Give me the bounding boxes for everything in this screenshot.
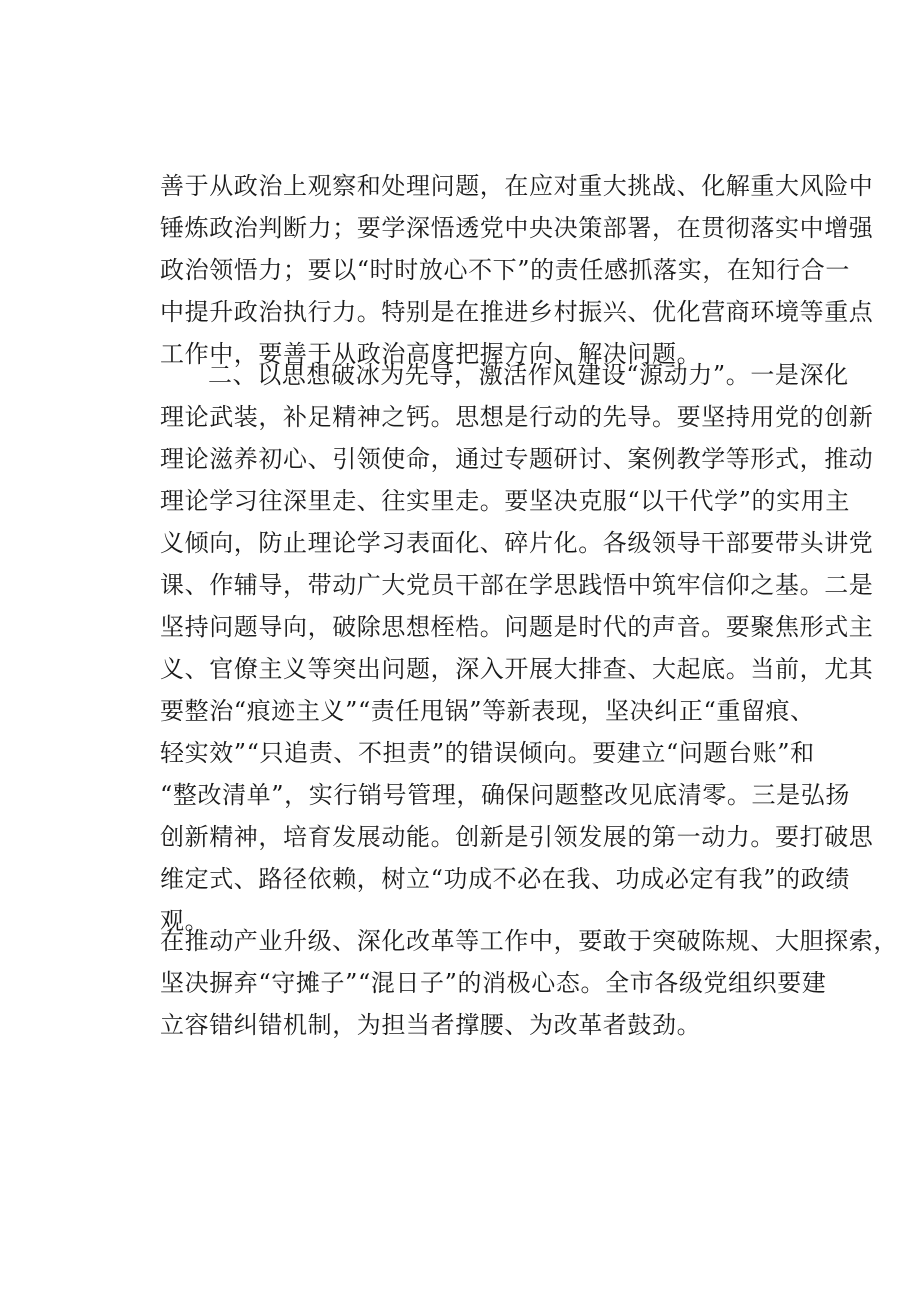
- text-line: 坚持问题导向，破除思想桎梏。问题是时代的声音。要聚焦形式主: [160, 613, 874, 641]
- text-line: 课、作辅导，带动广大党员干部在学思践悟中筑牢信仰之基。二是: [160, 571, 874, 599]
- text-line: 义倾向，防止理论学习表面化、碎片化。各级领导干部要带头讲党: [160, 529, 874, 557]
- text-line: 维定式、路径依赖，树立“功成不必在我、功成必定有我”的政绩: [160, 865, 850, 893]
- text-line: 创新精神，培育发展动能。创新是引领发展的第一动力。要打破思: [160, 823, 874, 851]
- text-line: 二、以思想破冰为先导，激活作风建设“源动力”。一是深化: [208, 361, 849, 389]
- text-line: 在推动产业升级、深化改革等工作中，要敢于突破陈规、大胆探索，: [160, 927, 898, 955]
- text-line: 善于从政治上观察和处理问题，在应对重大挑战、化解重大风险中: [160, 172, 874, 200]
- text-line: 义、官僚主义等突出问题，深入开展大排查、大起底。当前，尤其: [160, 655, 874, 683]
- paragraph-3: [160, 920, 898, 1046]
- text-line: 中提升政治执行力。特别是在推进乡村振兴、优化营商环境等重点: [160, 298, 874, 326]
- text-line: 观。: [160, 907, 210, 935]
- text-line: 轻实效”“只追责、不担责”的错误倾向。要建立“问题台账”和: [160, 739, 815, 767]
- text-line: 理论滋养初心、引领使命，通过专题研讨、案例教学等形式，推动: [160, 445, 874, 473]
- text-line: 要整治“痕迹主义”“责任甩锅”等新表现，坚决纠正“重留痕、: [160, 697, 815, 725]
- text-line: 理论学习往深里走、往实里走。要坚决克服“以干代学”的实用主: [160, 487, 850, 515]
- text-line: 工作中，要善于从政治高度把握方向、解决问题。: [160, 340, 702, 368]
- text-line: 理论武装，补足精神之钙。思想是行动的先导。要坚持用党的创新: [160, 403, 874, 431]
- text-line: 立容错纠错机制，为担当者撑腰、为改革者鼓劲。: [160, 1011, 702, 1039]
- text-line: 政治领悟力；要以“时时放心不下”的责任感抓落实，在知行合一: [160, 256, 850, 284]
- text-line: “整改清单”，实行销号管理，确保问题整改见底清零。三是弘扬: [160, 781, 850, 809]
- text-line: 坚决摒弃“守摊子”“混日子”的消极心态。全市各级党组织要建: [160, 969, 827, 997]
- text-line: 锤炼政治判断力；要学深悟透党中央决策部署，在贯彻落实中增强: [160, 214, 874, 242]
